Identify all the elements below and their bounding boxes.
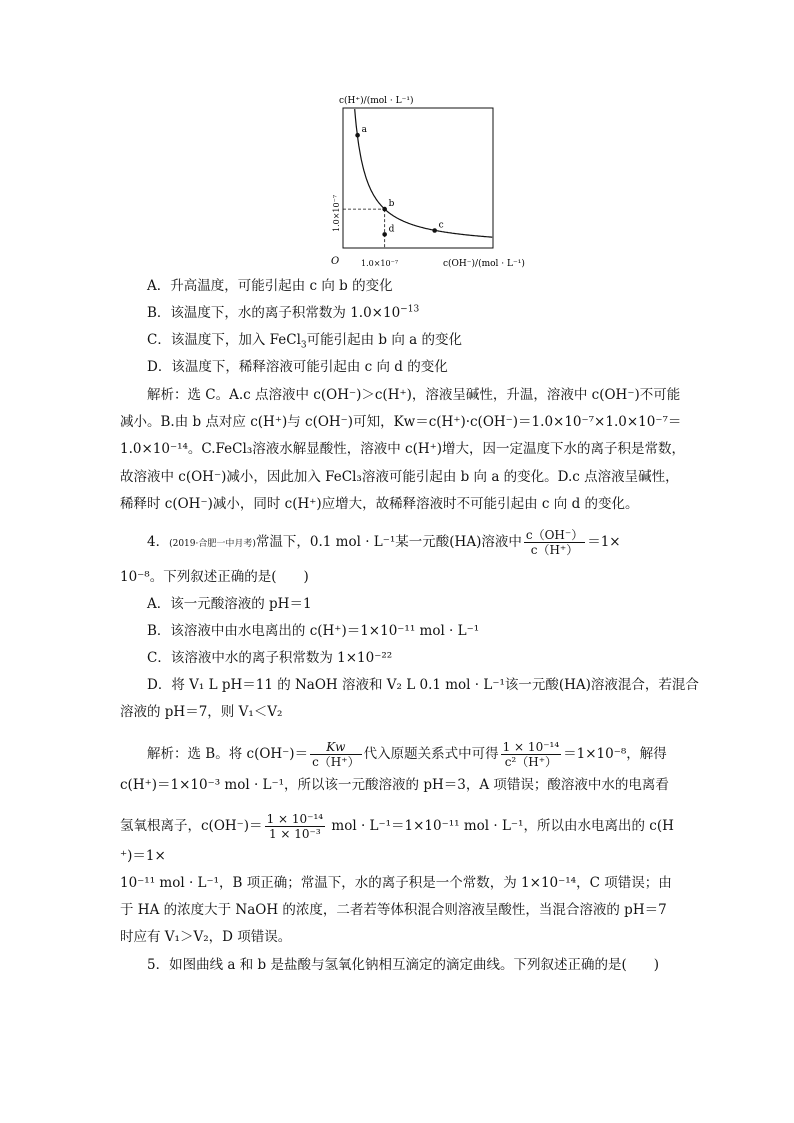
point-label-c: c [438, 220, 444, 231]
q4-option-a: A．该一元酸溶液的 pH＝1 [147, 596, 312, 612]
q4-explanation-line: c(H⁺)＝1×10⁻³ mol · L⁻¹，所以该一元酸溶液的 pH＝3，A 项错误；酸溶液中水的电离看 [120, 777, 669, 793]
q3-explanation-line: 稀释时 c(OH⁻)减小，同时 c(H⁺)应增大，故稀释溶液时不可能引起由 c 向 d 的变化。 [120, 496, 639, 512]
q4-ratio-fraction: $\frac{c(OH^-)}{c(H^+)}$ [525, 528, 584, 557]
kw-fraction: $\frac{Kw}{c(H^+)}$ [312, 740, 360, 769]
q4-option-d-cont: 溶液的 pH＝7，则 V₁＜V₂ [120, 704, 283, 720]
q4-explanation-line: 于 HA 的浓度大于 NaOH 的浓度，二者若等体积混合则溶液呈酸性，当混合溶液的 pH＝7 [120, 902, 667, 918]
kw-curve-chart [325, 90, 525, 275]
q4-number: 4． [147, 534, 170, 550]
point-a [355, 133, 360, 138]
q3-option-a: A．升高温度，可能引起由 c 向 b 的变化 [147, 278, 393, 294]
oh-fraction: $\frac{\text{1 × 10⁻¹⁴}}{\text{1 × 10⁻³}}$ [266, 812, 324, 841]
q4-explanation-line: 解析：选 B。将 c(OH⁻)＝ $\frac{Kw}{c(H^+)}$ 代入原题关系式中可得 $\frac{\text{1 × 10⁻¹⁴}}{\text{c²（H⁺）}}$ ＝1×10⁻⁸，解得 [147, 740, 667, 769]
y-tick-label: 1.0×10⁻⁷ [332, 194, 341, 232]
q4-stem: 4．(2019·合肥一中月考)常温下，0.1 mol · L⁻¹某一元酸(HA)溶液中 $\frac{c(OH^-)}{c(H^+)}$ ＝1× [147, 528, 621, 557]
y-axis-label: c(H⁺)/(mol · L⁻¹) [339, 96, 414, 106]
q3-option-b: B．该温度下，水的离子积常数为 $1.0\times 10^{-13}$ [147, 304, 420, 321]
q3-option-d: D．该温度下，稀释溶液可能引起由 c 向 d 的变化 [147, 359, 448, 375]
q4-option-d: D．将 V₁ L pH＝11 的 NaOH 溶液和 V₂ L 0.1 mol · L⁻¹该一元酸(HA)溶液混合，若混合 [147, 677, 699, 693]
q3-explanation-line: 1.0×10⁻¹⁴。C.FeCl₃溶液水解显酸性，溶液中 c(H⁺)增大，因一定温度下水的离子积是常数， [120, 441, 686, 457]
q3-explanation-line: 解析：选 C。A.c 点溶液中 c(OH⁻)＞c(H⁺)，溶液呈碱性，升温，溶液中 c(OH⁻)不可能 [147, 387, 681, 403]
q4-source: (2019·合肥一中月考) [169, 539, 256, 549]
q3-option-c: C．该温度下，加入 FeCl$_3$可能引起由 b 向 a 的变化 [147, 332, 462, 351]
point-c [432, 228, 437, 233]
origin-label: O [331, 256, 340, 267]
q4-explanation-line: 10⁻¹¹ mol · L⁻¹，B 项正确；常温下，水的离子积是一个常数，为 1×10⁻¹⁴，C 项错误；由 [120, 875, 672, 891]
q4-option-b: B．该溶液中由水电离出的 c(H⁺)＝1×10⁻¹¹ mol · L⁻¹ [147, 623, 480, 639]
q5-stem: 5．如图曲线 a 和 b 是盐酸与氢氧化钠相互滴定的滴定曲线。下列叙述正确的是( ) [147, 957, 659, 973]
q4-option-c: C．该溶液中水的离子积常数为 1×10⁻²² [147, 650, 393, 666]
x-tick-label: 1.0×10⁻⁷ [361, 259, 399, 268]
kw-curve [355, 109, 493, 237]
q4-explanation-line: 时应有 V₁＞V₂，D 项错误。 [120, 929, 292, 945]
q4-explanation-line: 氢氧根离子，c(OH⁻)＝ $\frac{\text{1 × 10⁻¹⁴}}{\text{1 × 10⁻³}}$ mol · L⁻¹＝1×10⁻¹¹ mol · L⁻¹，所以由水电离出的 c(H [120, 812, 674, 841]
x-axis-label: c(OH⁻)/(mol · L⁻¹) [443, 259, 525, 269]
q3-explanation-line: 减小。B.由 b 点对应 c(H⁺)与 c(OH⁻)可知，Kw＝c(H⁺)·c(OH⁻)＝1.0×10⁻⁷×1.0×10⁻⁷＝ [120, 414, 682, 430]
substituted-fraction: $\frac{\text{1 × 10⁻¹⁴}}{\text{c²（H⁺）}}$ [502, 740, 560, 769]
q3-explanation-line: 故溶液中 c(OH⁻)减小，因此加入 FeCl₃溶液可能引起由 b 向 a 的变化。D.c 点溶液呈碱性， [120, 469, 679, 485]
q4-stem-cont: 10⁻⁸。下列叙述正确的是( ) [120, 569, 309, 585]
point-d [382, 232, 387, 237]
q4-explanation-line: ⁺)＝1× [120, 848, 166, 864]
point-label-b: b [388, 199, 395, 210]
point-label-a: a [361, 125, 367, 136]
point-label-d: d [388, 224, 395, 235]
point-b [382, 207, 387, 212]
